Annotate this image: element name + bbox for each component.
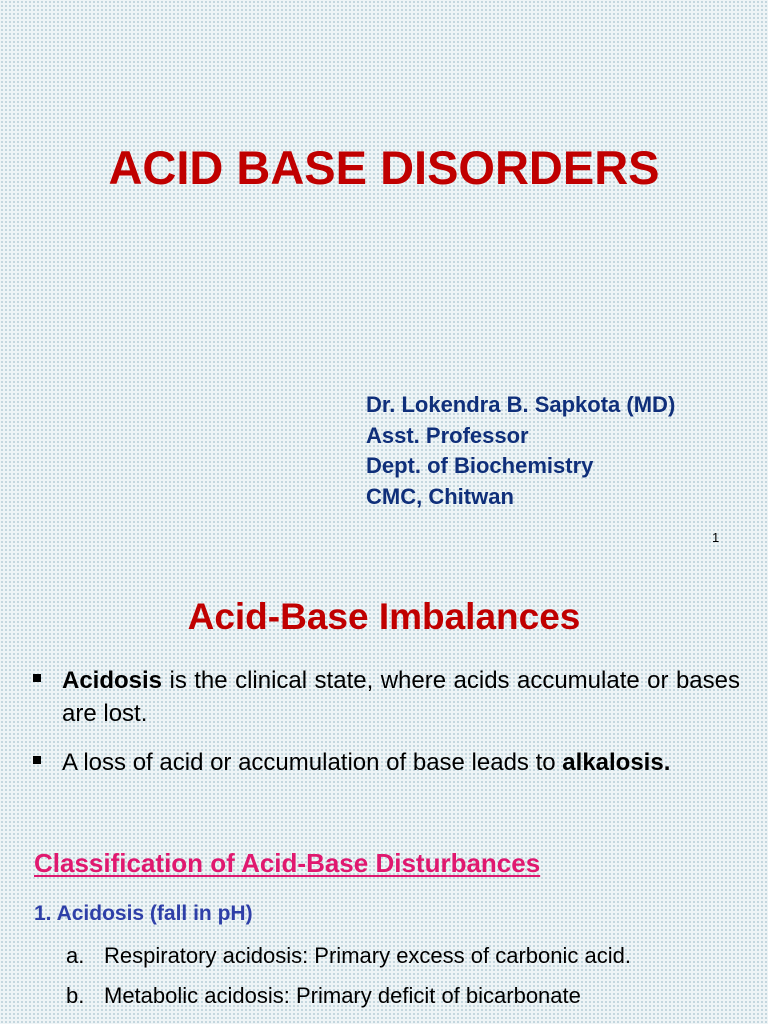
author-position: Asst. Professor [366,422,529,448]
slide-2 [0,576,768,1024]
author-department: Dept. of Biochemistry [366,453,594,478]
bullet-acidosis [32,664,740,730]
acidosis-list [66,936,631,1016]
list-letter: a. [66,943,85,968]
list-letter: b. [66,983,85,1008]
list-item-text: Metabolic acidosis: Primary deficit of bicarbonate [104,983,581,1008]
square-bullet-icon [33,674,41,682]
page-number: 1 [712,530,720,545]
term-acidosis: Acidosis [62,667,163,694]
bullet-list [32,664,740,795]
list-item [66,976,631,1016]
acidosis-heading: 1. Acidosis (fall in pH) [34,902,253,925]
bullet-text: A loss of acid or accumulation of base leads to [62,749,563,776]
term-alkalosis: alkalosis. [562,749,671,776]
author-block [366,390,675,512]
slide-title: Acid-Base Imbalances [187,596,581,637]
list-item [66,936,631,976]
square-bullet-icon [33,756,41,764]
classification-heading: Classification of Acid-Base Disturbances [34,848,541,878]
author-institution: CMC, Chitwan [366,483,514,509]
list-item-text: Respiratory acidosis: Primary excess of carbonic acid. [104,943,631,968]
slide-title: ACID BASE DISORDERS [108,141,660,194]
bullet-alkalosis [32,746,740,779]
author-name: Dr. Lokendra B. Sapkota (MD) [366,392,676,417]
bullet-text: is the clinical state, where acids accumulate or bases are lost. [62,667,740,727]
